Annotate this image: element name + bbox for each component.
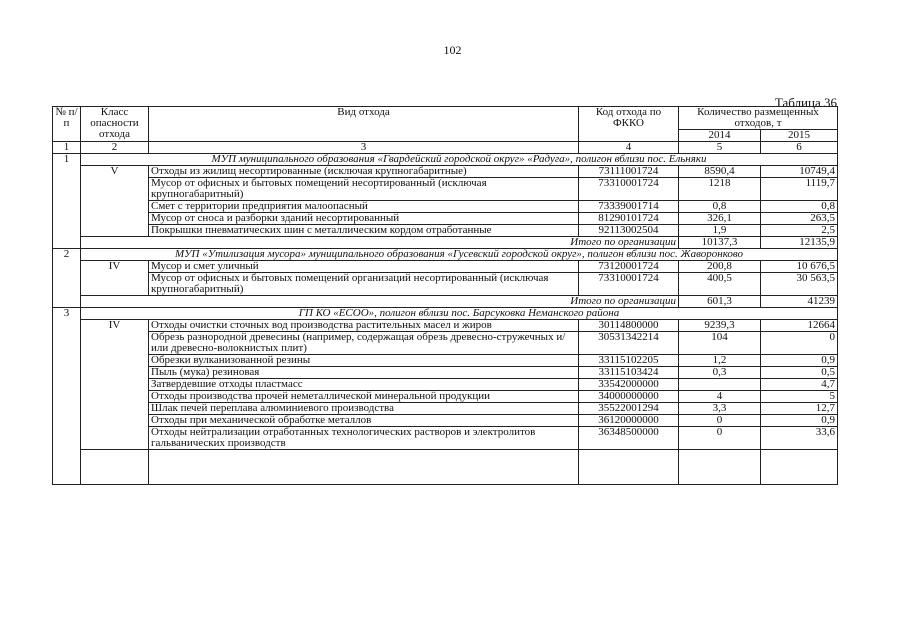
total-row <box>53 237 838 249</box>
waste-name: Пыль (мука) резиновая <box>149 367 579 379</box>
group-number: 3 <box>53 308 81 485</box>
qty-2015: 0,5 <box>761 367 838 379</box>
hazard-class: V <box>81 166 149 237</box>
index-cell: 2 <box>81 142 149 154</box>
qty-2015: 30 563,5 <box>761 273 838 296</box>
qty-2015: 2,5 <box>761 225 838 237</box>
index-row <box>53 142 838 154</box>
index-cell: 4 <box>579 142 679 154</box>
fkko-code: 36348500000 <box>579 427 679 450</box>
fkko-code: 30531342214 <box>579 332 679 355</box>
total-row <box>53 296 838 308</box>
fkko-code: 36120000000 <box>579 415 679 427</box>
qty-2015: 0,8 <box>761 201 838 213</box>
org-row <box>53 249 838 261</box>
table-row <box>53 320 838 332</box>
waste-name: Мусор от сноса и разборки зданий несортированный <box>149 213 579 225</box>
index-cell: 1 <box>53 142 81 154</box>
table-row <box>53 213 838 225</box>
qty-2014: 1218 <box>679 178 761 201</box>
header-waste-type: Вид отхода <box>149 107 579 142</box>
header-num: № п/п <box>53 107 81 142</box>
index-cell: 6 <box>761 142 838 154</box>
fkko-code: 92113002504 <box>579 225 679 237</box>
org-name: МУП муниципального образования «Гвардейский городской округ» «Радуга», полигон вблизи пос. Ельняки <box>81 154 838 166</box>
qty-2014: 200,8 <box>679 261 761 273</box>
blank-cell <box>761 450 838 485</box>
header-quantity: Количество размещенных отходов, т <box>679 107 838 130</box>
fkko-code: 34000000000 <box>579 391 679 403</box>
waste-name: Мусор от офисных и бытовых помещений организаций несортированный (исключая крупногабаритный) <box>149 273 579 296</box>
qty-2014: 104 <box>679 332 761 355</box>
hazard-class: IV <box>81 320 149 450</box>
table-row <box>53 415 838 427</box>
org-name: ГП КО «ЕСОО», полигон вблизи пос. Барсуковка Неманского района <box>81 308 838 320</box>
waste-name: Отходы производства прочей неметаллической минеральной продукции <box>149 391 579 403</box>
blank-cell <box>81 450 149 485</box>
total-2014: 10137,3 <box>679 237 761 249</box>
table-row <box>53 225 838 237</box>
header-year-2015: 2015 <box>761 130 838 142</box>
fkko-code: 73111001724 <box>579 166 679 178</box>
org-name: МУП «Утилизация мусора» муниципального образования «Гусевский городской округ», полигон вблизи пос. Жаворонково <box>81 249 838 261</box>
table-row <box>53 201 838 213</box>
waste-name: Покрышки пневматических шин с металлическим кордом отработанные <box>149 225 579 237</box>
waste-name: Шлак печей переплава алюминиевого производства <box>149 403 579 415</box>
index-cell: 3 <box>149 142 579 154</box>
waste-name: Мусор от офисных и бытовых помещений несортированный (исключая крупногабаритный) <box>149 178 579 201</box>
fkko-code: 73310001724 <box>579 178 679 201</box>
qty-2015: 0,9 <box>761 355 838 367</box>
index-cell: 5 <box>679 142 761 154</box>
fkko-code: 35522001294 <box>579 403 679 415</box>
group-number: 2 <box>53 249 81 308</box>
qty-2014: 4 <box>679 391 761 403</box>
header-year-2014: 2014 <box>679 130 761 142</box>
qty-2015: 10749,4 <box>761 166 838 178</box>
blank-cell <box>579 450 679 485</box>
qty-2015: 4,7 <box>761 379 838 391</box>
qty-2015: 10 676,5 <box>761 261 838 273</box>
total-label: Итого по организации <box>81 296 679 308</box>
header-fkko-code: Код отхода по ФККО <box>579 107 679 142</box>
org-row <box>53 308 838 320</box>
table-row <box>53 178 838 201</box>
qty-2014: 1,2 <box>679 355 761 367</box>
fkko-code: 30114800000 <box>579 320 679 332</box>
table-row <box>53 261 838 273</box>
qty-2015: 263,5 <box>761 213 838 225</box>
fkko-code: 33115103424 <box>579 367 679 379</box>
qty-2014: 8590,4 <box>679 166 761 178</box>
table-row <box>53 273 838 296</box>
qty-2014: 0 <box>679 427 761 450</box>
fkko-code: 73310001724 <box>579 273 679 296</box>
table-row <box>53 427 838 450</box>
table-body <box>53 154 838 485</box>
waste-name: Отходы нейтрализации отработанных технологических растворов и электролитов гальванических производств <box>149 427 579 450</box>
waste-name: Мусор и смет уличный <box>149 261 579 273</box>
total-label: Итого по организации <box>81 237 679 249</box>
table-row <box>53 367 838 379</box>
qty-2015: 1119,7 <box>761 178 838 201</box>
hazard-class: IV <box>81 261 149 296</box>
waste-name: Отходы при механической обработке металлов <box>149 415 579 427</box>
qty-2014: 400,5 <box>679 273 761 296</box>
blank-cell <box>679 450 761 485</box>
table-row <box>53 403 838 415</box>
blank-row <box>53 450 838 485</box>
qty-2015: 33,6 <box>761 427 838 450</box>
fkko-code: 73120001724 <box>579 261 679 273</box>
qty-2014: 0,8 <box>679 201 761 213</box>
table-header <box>53 107 838 154</box>
qty-2014: 3,3 <box>679 403 761 415</box>
waste-name: Затвердевшие отходы пластмасс <box>149 379 579 391</box>
org-row <box>53 154 838 166</box>
waste-name: Обрезки вулканизованной резины <box>149 355 579 367</box>
header-hazard-class: Класс опасности отхода <box>81 107 149 142</box>
qty-2014: 1,9 <box>679 225 761 237</box>
blank-cell <box>149 450 579 485</box>
table-row <box>53 391 838 403</box>
table-row <box>53 379 838 391</box>
qty-2014: 9239,3 <box>679 320 761 332</box>
group-number: 1 <box>53 154 81 249</box>
qty-2015: 5 <box>761 391 838 403</box>
page-number: 102 <box>443 43 462 57</box>
fkko-code: 33542000000 <box>579 379 679 391</box>
waste-name: Смет с территории предприятия малоопасный <box>149 201 579 213</box>
total-2014: 601,3 <box>679 296 761 308</box>
fkko-code: 33115102205 <box>579 355 679 367</box>
qty-2014 <box>679 379 761 391</box>
waste-table <box>52 106 838 485</box>
table-row <box>53 166 838 178</box>
table-row <box>53 355 838 367</box>
qty-2015: 0 <box>761 332 838 355</box>
waste-name: Обрезь разнородной древесины (например, содержащая обрезь древесно-стружечных и/или древесно-волокнистых плит) <box>149 332 579 355</box>
qty-2014: 0,3 <box>679 367 761 379</box>
qty-2014: 0 <box>679 415 761 427</box>
table-row <box>53 332 838 355</box>
qty-2014: 326,1 <box>679 213 761 225</box>
total-2015: 12135,9 <box>761 237 838 249</box>
waste-name: Отходы очистки сточных вод производства растительных масел и жиров <box>149 320 579 332</box>
table-caption: Таблица 36 <box>774 95 837 110</box>
qty-2015: 12,7 <box>761 403 838 415</box>
waste-name: Отходы из жилищ несортированные (исключая крупногабаритные) <box>149 166 579 178</box>
fkko-code: 81290101724 <box>579 213 679 225</box>
total-2015: 41239 <box>761 296 838 308</box>
qty-2015: 12664 <box>761 320 838 332</box>
fkko-code: 73339001714 <box>579 201 679 213</box>
qty-2015: 0,9 <box>761 415 838 427</box>
